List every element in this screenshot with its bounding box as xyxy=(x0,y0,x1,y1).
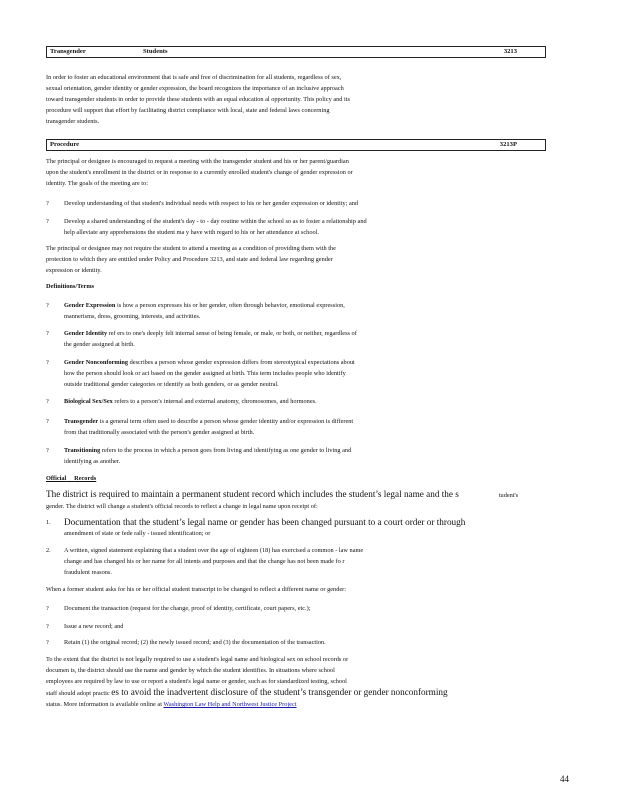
text-line: status. More information is available online at xyxy=(46,701,164,708)
procedure-number: 3213P xyxy=(499,141,517,148)
procedure-closing xyxy=(46,243,546,276)
text-line: mannerisms, dress, grooming, interests, and activities. xyxy=(64,313,201,320)
text-line: Retain (1) the original record; (2) the newly issued record; and (3) the documentation of the transaction. xyxy=(64,639,326,646)
item-number: 2. xyxy=(46,547,51,554)
bullet-glyph: ? xyxy=(46,623,49,630)
text-line: transgender students. xyxy=(46,118,100,125)
text-line: help alleviate any apprehensions the student ma y have with regard to his or her attendance at school. xyxy=(64,229,319,236)
policy-intro xyxy=(46,72,546,127)
text-line: expression or identity. xyxy=(46,267,102,274)
text-line: Develop a shared understanding of the student's day - to - day routine within the school so as to foster a relationship and xyxy=(64,218,367,225)
text-line: A written, signed statement explaining that a student over the age of eighteen (18) has exercised a common - law name xyxy=(64,547,364,554)
item-number: 1. xyxy=(46,519,51,526)
text-line: amendment of state or fede rally - issued identification; or xyxy=(64,530,211,537)
text-line: The principal or designee may not require the student to attend a meeting as a condition of providing them with the xyxy=(46,245,336,252)
bullet-glyph: ? xyxy=(46,302,49,309)
term-name: Transitioning xyxy=(64,447,101,454)
washington-law-help-link[interactable]: Washington Law Help and Northwest Justice Project xyxy=(163,701,297,708)
bullet-glyph: ? xyxy=(46,330,49,337)
procedure-intro xyxy=(46,156,546,189)
bullet-glyph: ? xyxy=(46,447,49,454)
text-line: When a former student asks for his or her official student transcript to be changed to reflect a different name or gender: xyxy=(46,586,346,593)
term-definition: describes a person whose gender expression differs from stereotypical expectations about xyxy=(128,359,355,366)
text-line: upon the student's enrollment in the district or in response to a currently enrolled student's change of gender expression or xyxy=(46,169,353,176)
procedure-title: Procedure xyxy=(50,141,80,148)
text-line: protection to which they are entitled under Policy and Procedure 3213, and state and federal law regarding gender xyxy=(46,256,333,263)
bullet-glyph: ? xyxy=(46,605,49,612)
term-definition: refers to the process in which a person goes from living and identifying as one gender to living and xyxy=(100,447,352,454)
records-para xyxy=(46,489,546,512)
text-line: es to avoid the inadvertent disclosure of the student’s transgender or gender nonconforming xyxy=(111,687,448,697)
text-line: The district is required to maintain a permanent student record which includes the student’s legal name and the s xyxy=(46,489,459,499)
bullet-glyph: ? xyxy=(46,418,49,425)
bullet-glyph: ? xyxy=(46,398,49,405)
definitions-heading: Definitions/Terms xyxy=(46,283,95,290)
records-final-para xyxy=(46,654,546,710)
text-line: identifying as another. xyxy=(64,458,121,465)
policy-title: Transgender xyxy=(50,48,86,55)
term-definition: is a general term often used to describe a person whose gender identity and/or expression is different xyxy=(98,418,354,425)
text-line: change and has changed his or her name for all intents and purposes and that the change has not been made fo r xyxy=(64,558,345,565)
policy-number: 3213 xyxy=(503,48,517,55)
bullet-glyph: ? xyxy=(46,200,49,207)
records-heading-2: Records xyxy=(74,475,97,482)
text-line: sexual orientation, gender identity or gender expression, the board recognizes the importance of an inclusive approach xyxy=(46,85,344,92)
text-line: Document the transaction (request for the change, proof of identity, certificate, court papers, etc.); xyxy=(64,605,311,612)
bullet-glyph: ? xyxy=(46,639,49,646)
text-line: To the extent that the district is not legally required to use a student's legal name and biological sex on school records or xyxy=(46,656,349,663)
term-definition: ref ers to one's deeply felt internal sense of being female, or male, or both, or neither, regardless of xyxy=(107,330,357,337)
term-definition: is how a person expresses his or her gender, often through behavior, emotional expression, xyxy=(115,302,345,309)
policy-title-bar xyxy=(46,46,546,58)
text-line: gender. The district will change a student's official records to reflect a change in legal name upon receipt of: xyxy=(46,503,318,510)
term-name: Gender Nonconforming xyxy=(64,359,129,366)
term-definition: refers to a person’s internal and external anatomy, chromosomes, and hormones. xyxy=(112,398,317,405)
text-line: procedure will support that effort by facilitating district compliance with local, state and federal laws concerning xyxy=(46,107,330,114)
policy-title-2: Students xyxy=(143,48,168,55)
text-line: Documentation that the student’s legal name or gender has been changed pursuant to a court order or through xyxy=(64,517,466,527)
bullet-glyph: ? xyxy=(46,218,49,225)
term-name: Gender Identity xyxy=(64,330,108,337)
term-name: Gender Expression xyxy=(64,302,116,309)
text-line: The principal or designee is encouraged to request a meeting with the transgender student and his or her parent/guardian xyxy=(46,158,349,165)
procedure-title-bar xyxy=(46,139,546,151)
text-line: tudent's xyxy=(498,492,519,499)
text-line: Issue a new record; and xyxy=(64,623,124,630)
text-line: Develop understanding of that student's individual needs with respect to his or her gender expression or identity; and xyxy=(64,200,359,207)
text-line: how the person should look or act based on the gender assigned at birth. This term includes people who identify xyxy=(64,370,346,377)
text-line: employees are required by law to use or report a student's legal name or gender, such as for standardized testing, school xyxy=(46,678,347,685)
text-line: In order to foster an educational environment that is safe and free of discrimination for all students, regardless of sex, xyxy=(46,74,342,81)
text-line: toward transgender students in order to provide these students with an equal education al opportunity. This policy and its xyxy=(46,96,350,103)
text-line: the gender assigned at birth. xyxy=(64,341,135,348)
text-line: outside traditional gender categories or identify as both genders, or as gender neutral. xyxy=(64,381,279,388)
term-name: Transgender xyxy=(64,418,99,425)
text-line: identity. The goals of the meeting are to: xyxy=(46,180,148,187)
text-line: from that traditionally associated with the person's gender assigned at birth. xyxy=(64,429,255,436)
term-name: Biological Sex/Sex xyxy=(64,398,113,405)
records-heading xyxy=(46,473,546,484)
text-line: fraudulent reasons. xyxy=(64,569,112,576)
text-line: documen ts, the district should use the name and gender by which the student identifies. In situations where school xyxy=(46,667,335,674)
page-number: 44 xyxy=(560,774,569,784)
bullet-glyph: ? xyxy=(46,359,49,366)
text-line: staff should adopt practic xyxy=(46,690,110,697)
records-heading-1: Official xyxy=(46,475,67,482)
